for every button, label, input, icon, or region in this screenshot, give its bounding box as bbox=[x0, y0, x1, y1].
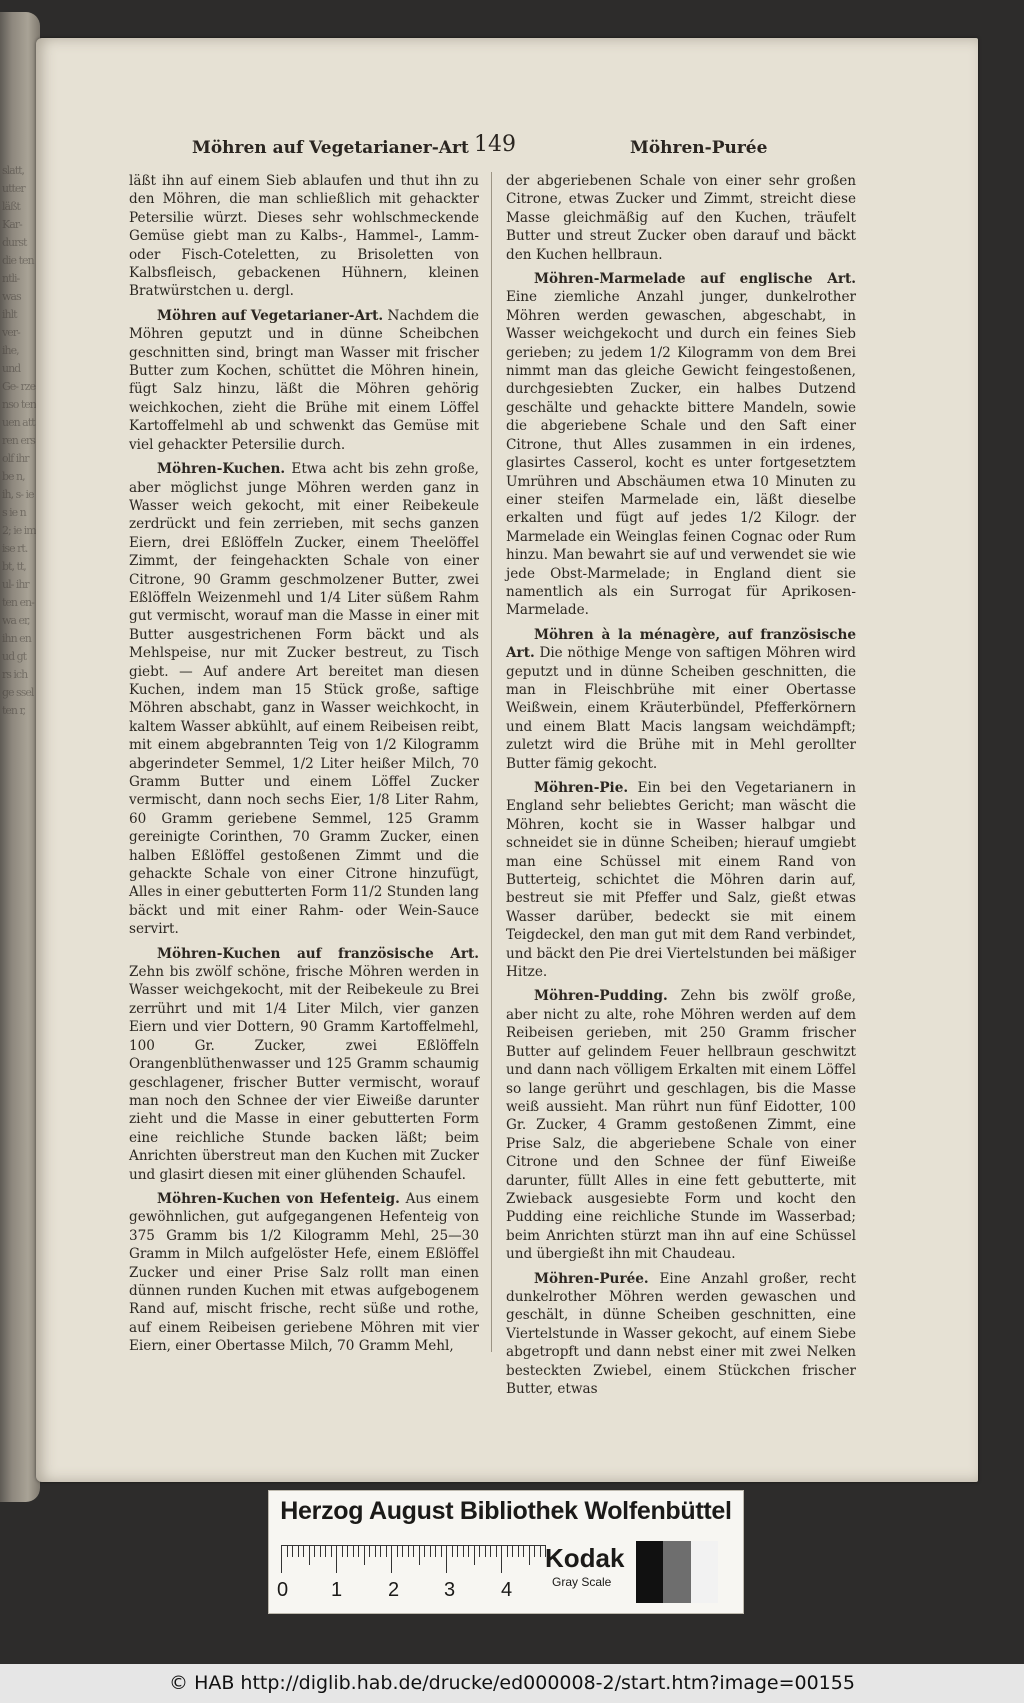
gray-scale-label: Gray Scale bbox=[552, 1575, 612, 1589]
recipe-paragraph bbox=[506, 987, 856, 1263]
recipe-heading: Möhren-Kuchen. bbox=[157, 461, 286, 478]
ruler-tick bbox=[413, 1545, 414, 1557]
ruler-tick bbox=[309, 1545, 310, 1565]
ruler-tick bbox=[408, 1545, 409, 1557]
ruler-tick bbox=[435, 1545, 436, 1557]
recipe-heading: Möhren-Purée. bbox=[534, 1270, 649, 1287]
ruler-tick bbox=[474, 1545, 475, 1565]
ruler-tick bbox=[501, 1545, 502, 1573]
swatch-gray bbox=[663, 1541, 690, 1603]
recipe-paragraph bbox=[129, 307, 479, 454]
ruler-tick bbox=[430, 1545, 431, 1557]
recipe-heading: Möhren-Kuchen auf französische Art. bbox=[157, 945, 479, 962]
ruler-tick bbox=[540, 1545, 541, 1557]
ruler-tick bbox=[463, 1545, 464, 1557]
ruler-tick bbox=[287, 1545, 288, 1557]
ruler-tick bbox=[529, 1545, 530, 1565]
ruler-numbers bbox=[277, 1579, 571, 1601]
recipe-text: Etwa acht bis zehn große, aber möglichst junge Möhren werden ganz in Wasser weich gekocht, mit einer Reibekeule zerdrückt und fein zerrieben, mit sechs ganzen Eiern, drei Eßlöffeln Zucker, einem Theelöffel Zimmt, der feingehackten Schale von einer Citrone, 90 Gramm geschmolzener Butter, zwei Eßlöffeln Weizenmehl und 1/4 Liter süßem Rahm gut vermischt, worauf man die Masse in einer mit Butter ausgestrichenen Form bäckt und als Mehlspeise, nur mit Zucker bestreut, zu Tisch giebt. — Auf andere Art bereitet man diesen Kuchen, indem man 15 Stück große, saftige Möhren abschabt, ganz in Wasser weichkocht, in kaltem Wasser abkühlt, auf einem Reibeisen reibt, mit einem abgebrannten Teig von 1/2 Kilogramm abgerindeter Semmel, 1/2 Liter heißer Milch, 70 Gramm Butter und einem Löffel Zucker vermischt, dann noch sechs Eier, 1/8 Liter Rahm, 60 Gramm geriebene Semmel, 125 Gramm gereinigte Corinthen, 70 Gramm Zucker, einen halben Eßlöffel gestoßenen Zimmt und die gehackte Schale von einer Citrone hinzufügt, Alles in einer gebutterten Form 11/2 Stunden lang bäckt und mit einer Rahm- oder Wein-Sauce servirt. bbox=[129, 461, 480, 938]
ruler-number: 4 bbox=[501, 1579, 513, 1601]
column-divider bbox=[491, 172, 492, 1352]
recipe-text: Zehn bis zwölf große, aber nicht zu alte, rohe Möhren werden auf dem Reibeisen gerieben, mit 250 Gramm frischer Butter auf gelindem Feuer hellbraun geschwitzt und dann nach völligem Erkalten mit einem Löffel so lange gerührt und geschlagen, bis die Masse weiß aussieht. Man rührt nun fünf Eidotter, 100 Gr. Zucker, 4 Gramm gestoßenen Zimmt, eine Prise Salz, die abgeriebene Schale von einer Citrone und den Schnee der fünf Eiweiße darunter, füllt Alles in eine fett gebutterte, mit Zwieback ausgesiebte Form und kocht den Pudding eine reichliche Stunde im Wasserbad; beim Anrichten stürzt man ihn auf eine Schüssel und übergießt ihn mit Chaudeau. bbox=[506, 988, 856, 1263]
gray-scale-swatches bbox=[636, 1541, 718, 1603]
recipe-text: Die nöthige Menge von saftigen Möhren wird geputzt und in dünne Scheiben geschnitten, die man in Fleischbrühe mit einer Obertasse Weißwein, einem Kräuterbündel, Pfefferkörnern und einem Blatt Macis langsam weichdämpft; zuletzt wird die Brühe mit in Mehl gerollter Butter fämig gekocht. bbox=[506, 645, 856, 772]
recipe-paragraph bbox=[506, 270, 856, 620]
recipe-text: Zehn bis zwölf schöne, frische Möhren werden in Wasser weichgekocht, mit der Reibekeule zu Brei zerrührt und mit 1/4 Liter Milch, vier ganzen Eiern und vier Dottern, 90 Gramm Kartoffelmehl, 100 Gr. Zucker, zwei Eßlöffeln Orangenblüthenwasser und 125 Gramm schaumig geschlagener, frischer Butter vermischt, worauf man noch den Schnee der vier Eiweiße darunter zieht und die Masse in einer gebutterten Form eine reichliche Stunde backen läßt; beim Anrichten überstreut man den Kuchen mit Zucker und glasirt diesen mit einer glühenden Schaufel. bbox=[129, 964, 479, 1183]
ruler-tick bbox=[380, 1545, 381, 1557]
recipe-paragraph bbox=[129, 460, 479, 939]
kodak-brand: Kodak bbox=[545, 1543, 625, 1573]
ruler-tick bbox=[496, 1545, 497, 1557]
ruler-tick bbox=[331, 1545, 332, 1557]
ruler-tick bbox=[419, 1545, 420, 1565]
ruler-number: 1 bbox=[331, 1579, 343, 1601]
running-head bbox=[36, 100, 978, 158]
recipe-heading: Möhren-Pudding. bbox=[534, 988, 668, 1005]
ruler-tick bbox=[424, 1545, 425, 1557]
ruler-tick bbox=[485, 1545, 486, 1557]
recipe-heading: Möhren auf Vegetarianer-Art. bbox=[157, 307, 384, 324]
ruler-tick bbox=[518, 1545, 519, 1557]
ruler-tick bbox=[292, 1545, 293, 1557]
paragraph bbox=[506, 172, 856, 264]
ruler-tick bbox=[281, 1545, 282, 1573]
ruler-number: 3 bbox=[444, 1579, 456, 1601]
ruler-number: 0 bbox=[277, 1579, 289, 1601]
swatch-black bbox=[636, 1541, 663, 1603]
footer-credit: © HAB http://diglib.hab.de/drucke/ed000008-2/start.htm?image=00155 bbox=[0, 1664, 1024, 1703]
ruler-tick bbox=[512, 1545, 513, 1557]
running-head-left: Möhren auf Vegetarianer-Art bbox=[192, 138, 469, 158]
recipe-text: Eine Anzahl großer, recht dunkelrother Möhren werden gewaschen und geschält, in dünne Scheiben geschnitten, eine Viertelstunde in Wasser gekocht, auf einem Siebe abgetropft und dann nebst einer mit zwei Nelken besteckten Zwiebel, einem Stückchen frischer Butter, etwas bbox=[506, 1270, 857, 1397]
ruler-tick bbox=[375, 1545, 376, 1557]
ruler-tick bbox=[342, 1545, 343, 1557]
ruler-tick bbox=[402, 1545, 403, 1557]
ruler-tick bbox=[490, 1545, 491, 1557]
ruler-tick bbox=[457, 1545, 458, 1557]
page-number: 149 bbox=[474, 132, 516, 157]
recipe-text: Aus einem gewöhnlichen, gut aufgegangenen Hefenteig von 375 Gramm bis 1/2 Kilogramm Mehl, 25—30 Gramm in Milch aufgelöster Hefe, einem Eßlöffel Zucker und einer Prise Salz rollt man einen dünnen runden Kuchen mit etwas aufgebogenem Rand auf, mischt frische, recht süße und rothe, auf einem Reibeisen geriebene Möhren mit vier Eiern, einer Obertasse Milch, 70 Gramm Mehl, bbox=[129, 1190, 479, 1355]
recipe-heading: Möhren-Marmelade auf englische Art. bbox=[534, 271, 856, 288]
recipe-text: Ein bei den Vegetarianern in England sehr beliebtes Gericht; man wäscht die Möhren, kocht sie in Wasser halbgar und schneidet sie in dünne Scheiben; hierauf umgiebt man eine Schüssel mit einem Rand von Butterteig, schichtet die Möhren darin auf, bestreut sie mit Pfeffer und Salz, gießt etwas Wasser darüber, bedeckt sie mit einem Teigdeckel, den man gut mit dem Rand verbindet, und bäckt den Pie drei Viertelstunden bei mäßiger Hitze. bbox=[506, 780, 856, 981]
ruler-tick bbox=[325, 1545, 326, 1557]
ruler-tick bbox=[336, 1545, 337, 1573]
ruler-tick bbox=[507, 1545, 508, 1557]
swatch-white bbox=[691, 1541, 718, 1603]
ruler-tick bbox=[452, 1545, 453, 1557]
ruler-tick bbox=[534, 1545, 535, 1557]
ruler-tick bbox=[364, 1545, 365, 1565]
recipe-paragraph bbox=[506, 626, 856, 773]
recipe-paragraph bbox=[506, 1270, 856, 1399]
paragraph-text: läßt ihn auf einem Sieb ablaufen und thut ihn zu den Möhren, die man schließlich mit gehackter Petersilie würzt. Dieses sehr wohlschmeckende Gemüse giebt man zu Kalbs-, Hammel-, Lamm- oder Fisch-Coteletten, zu Brisoletten von Kalbsfleisch, gebackenen Hühnern, kleinen Bratwürstchen u. dergl. bbox=[129, 173, 479, 300]
ruler-tick bbox=[353, 1545, 354, 1557]
recipe-heading: Möhren-Kuchen von Hefenteig. bbox=[157, 1190, 400, 1207]
ruler-number: 2 bbox=[388, 1579, 400, 1601]
ruler-tick bbox=[358, 1545, 359, 1557]
previous-page-edge bbox=[0, 12, 40, 1502]
ruler-tick bbox=[386, 1545, 387, 1557]
recipe-paragraph bbox=[129, 945, 479, 1184]
recipe-paragraph bbox=[129, 1190, 479, 1356]
ruler-tick bbox=[320, 1545, 321, 1557]
ruler-tick bbox=[298, 1545, 299, 1557]
running-head-right: Möhren-Purée bbox=[630, 138, 768, 158]
previous-page-text-fragment: slatt, utter läßt Kar- durst die ten ntli- was ihlt ver- ihe, und Ge- rze nso ten uen att ren ers olf ihr be n, ih, s- ie s ie n 2; ie im ise rt. bt, tt, ul- ihr ten en- wa er, ihn en ud gt rs ich ge ssel ten r, bbox=[2, 164, 36, 717]
library-name: Herzog August Bibliothek Wolfenbüttel bbox=[280, 1497, 732, 1525]
ruler-tick bbox=[391, 1545, 392, 1573]
ruler-tick bbox=[314, 1545, 315, 1557]
book-page bbox=[36, 38, 978, 1482]
ruler-tick bbox=[479, 1545, 480, 1557]
ruler-tick bbox=[523, 1545, 524, 1557]
ruler-ticks bbox=[281, 1545, 545, 1575]
paragraph-text: der abgeriebenen Schale von einer sehr großen Citrone, etwas Zucker und Zimmt, streicht diese Masse gleichmäßig auf den Kuchen, träufelt Butter und streut Zucker oben darauf und bäckt den Kuchen hellbraun. bbox=[506, 173, 856, 263]
ruler-tick bbox=[397, 1545, 398, 1557]
recipe-heading: Möhren à la ménagère, auf französische Art. bbox=[506, 626, 856, 662]
ruler-tick bbox=[441, 1545, 442, 1557]
paragraph bbox=[129, 172, 479, 301]
recipe-text: Nachdem die Möhren geputzt und in dünne Scheibchen geschnitten sind, bringt man Wasser mit frischer Butter zum Kochen, schüttet die Möhren hinein, fügt Salz hinzu, läßt die Möhren gehörig weichkochen, zieht die Brühe mit einem Löffel Kartoffelmehl ab und schwenkt das Gemüse mit viel gehackter Petersilie durch. bbox=[129, 307, 480, 453]
ruler-tick bbox=[369, 1545, 370, 1557]
recipe-paragraph bbox=[506, 779, 856, 981]
ruler-tick bbox=[303, 1545, 304, 1557]
ruler-tick bbox=[446, 1545, 447, 1573]
ruler-tick bbox=[468, 1545, 469, 1557]
recipe-heading: Möhren-Pie. bbox=[534, 780, 629, 796]
recipe-text: Eine ziemliche Anzahl junger, dunkelrother Möhren werden gewaschen, abgeschabt, in Wasser weichgekocht und durch ein feines Sieb gerieben; zu jedem 1/2 Kilogramm von dem Brei nimmt man das gleiche Gewicht feingestoßenen, durchgesiebten Zucker, ein halbes Dutzend geschälte und gehackte bittere Mandeln, sowie die abgeriebene Schale und den Saft einer Citrone, thut Alles zusammen in ein irdenes, glasirtes Casserol, kocht es unter fortgesetztem Umrühren und Abschäumen etwa 10 Minuten zu einer steifen Marmelade ein, läßt dieselbe erkalten und fügt auf jedes 1/2 Kilogr. der Marmelade ein Weinglas feinen Cognac oder Rum hinzu. Man bewahrt sie auf und verwendet sie wie jede Obst-Marmelade; in England dient sie namentlich als ein Surrogat für Aprikosen-Marmelade. bbox=[506, 289, 856, 619]
right-column bbox=[506, 172, 856, 1404]
library-label-card bbox=[268, 1490, 744, 1614]
ruler-tick bbox=[347, 1545, 348, 1557]
left-column bbox=[129, 172, 479, 1362]
